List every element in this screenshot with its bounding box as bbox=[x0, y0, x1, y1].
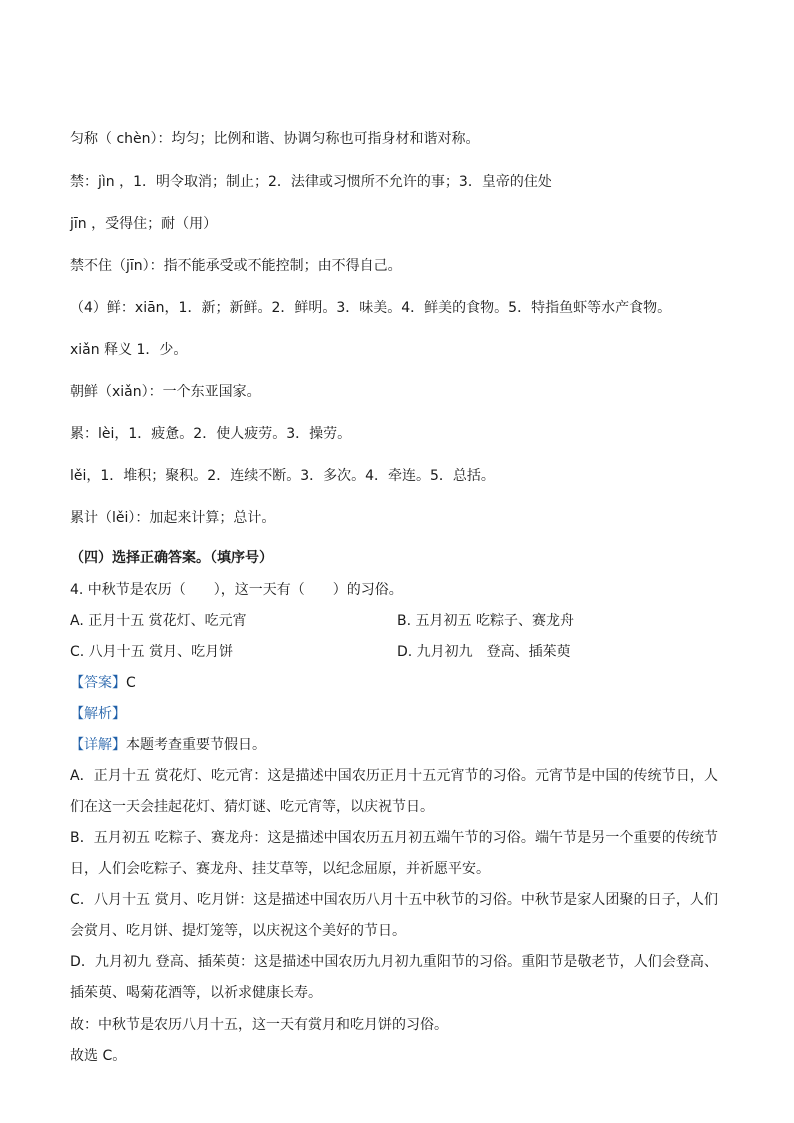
explanation-c: C．八月十五 赏月、吃月饼：这是描述中国农历八月十五中秋节的习俗。中秋节是家人团聚的日子，人们会赏月、吃月饼、提灯笼等，以庆祝这个美好的节日。 bbox=[70, 892, 718, 939]
section-title: （四）选择正确答案。（填序号） bbox=[70, 550, 273, 566]
detail-line bbox=[70, 735, 266, 755]
gloss-yunchen: 匀称（ chèn）：均匀；比例和谐、协调匀称也可指身材和谐对称。 bbox=[70, 131, 480, 147]
gloss-lei-2: lěi，1．堆积；聚积。2．连续不断。3．多次。4．牵连。5．总括。 bbox=[70, 468, 495, 484]
gloss-chaoxian: 朝鲜（xiǎn）：一个东亚国家。 bbox=[70, 384, 261, 400]
option-c: C. 八月十五 赏月、吃月饼 bbox=[70, 644, 234, 660]
final-answer: 故选 C。 bbox=[70, 1048, 127, 1064]
gloss-lei-1: 累：lèi，1．疲惫。2．使人疲劳。3．操劳。 bbox=[70, 426, 352, 442]
gloss-xian-1: （4）鲜：xiān，1．新；新鲜。2．鲜明。3．味美。4．鲜美的食物。5．特指鱼虾等水产食物。 bbox=[70, 300, 672, 316]
gloss-jinbuzhu: 禁不住（jīn）：指不能承受或不能控制；由不得自己。 bbox=[70, 258, 402, 274]
gloss-xian-2: xiǎn 释义 1．少。 bbox=[70, 342, 188, 358]
option-d: D. 九月初九 登高、插茱萸 bbox=[397, 644, 571, 660]
gloss-jin-2: jīn ，受得住；耐（用） bbox=[70, 216, 218, 232]
detail-tag: 【详解】 bbox=[70, 737, 126, 753]
gloss-jin-1: 禁：jìn ，1．明令取消；制止；2．法律或习惯所不允许的事；3．皇帝的住处 bbox=[70, 174, 552, 190]
explanation-d: D．九月初九 登高、插茱萸：这是描述中国农历九月初九重阳节的习俗。重阳节是敬老节，人们会登高、插茱萸、喝菊花酒等，以祈求健康长寿。 bbox=[70, 954, 718, 1001]
analysis-tag: 【解析】 bbox=[70, 706, 126, 722]
explanation-b: B．五月初五 吃粽子、赛龙舟：这是描述中国农历五月初五端午节的习俗。端午节是另一个重要的传统节日，人们会吃粽子、赛龙舟、挂艾草等，以纪念屈原，并祈愿平安。 bbox=[70, 830, 718, 877]
explanation-a: A．正月十五 赏花灯、吃元宵：这是描述中国农历正月十五元宵节的习俗。元宵节是中国的传统节日，人们在这一天会挂起花灯、猜灯谜、吃元宵等，以庆祝节日。 bbox=[70, 768, 718, 815]
option-b: B. 五月初五 吃粽子、赛龙舟 bbox=[397, 613, 574, 629]
detail-text: 本题考查重要节假日。 bbox=[126, 737, 266, 753]
conclusion-text: 故：中秋节是农历八月十五，这一天有赏月和吃月饼的习俗。 bbox=[70, 1017, 448, 1033]
answer-value: C bbox=[126, 675, 136, 691]
option-a: A. 正月十五 赏花灯、吃元宵 bbox=[70, 613, 247, 629]
answer-tag: 【答案】 bbox=[70, 675, 126, 691]
gloss-leiji: 累计（lěi）：加起来计算；总计。 bbox=[70, 510, 276, 526]
question-text: 4. 中秋节是农历（ ），这一天有（ ）的习俗。 bbox=[70, 582, 403, 598]
answer-line bbox=[70, 673, 136, 693]
